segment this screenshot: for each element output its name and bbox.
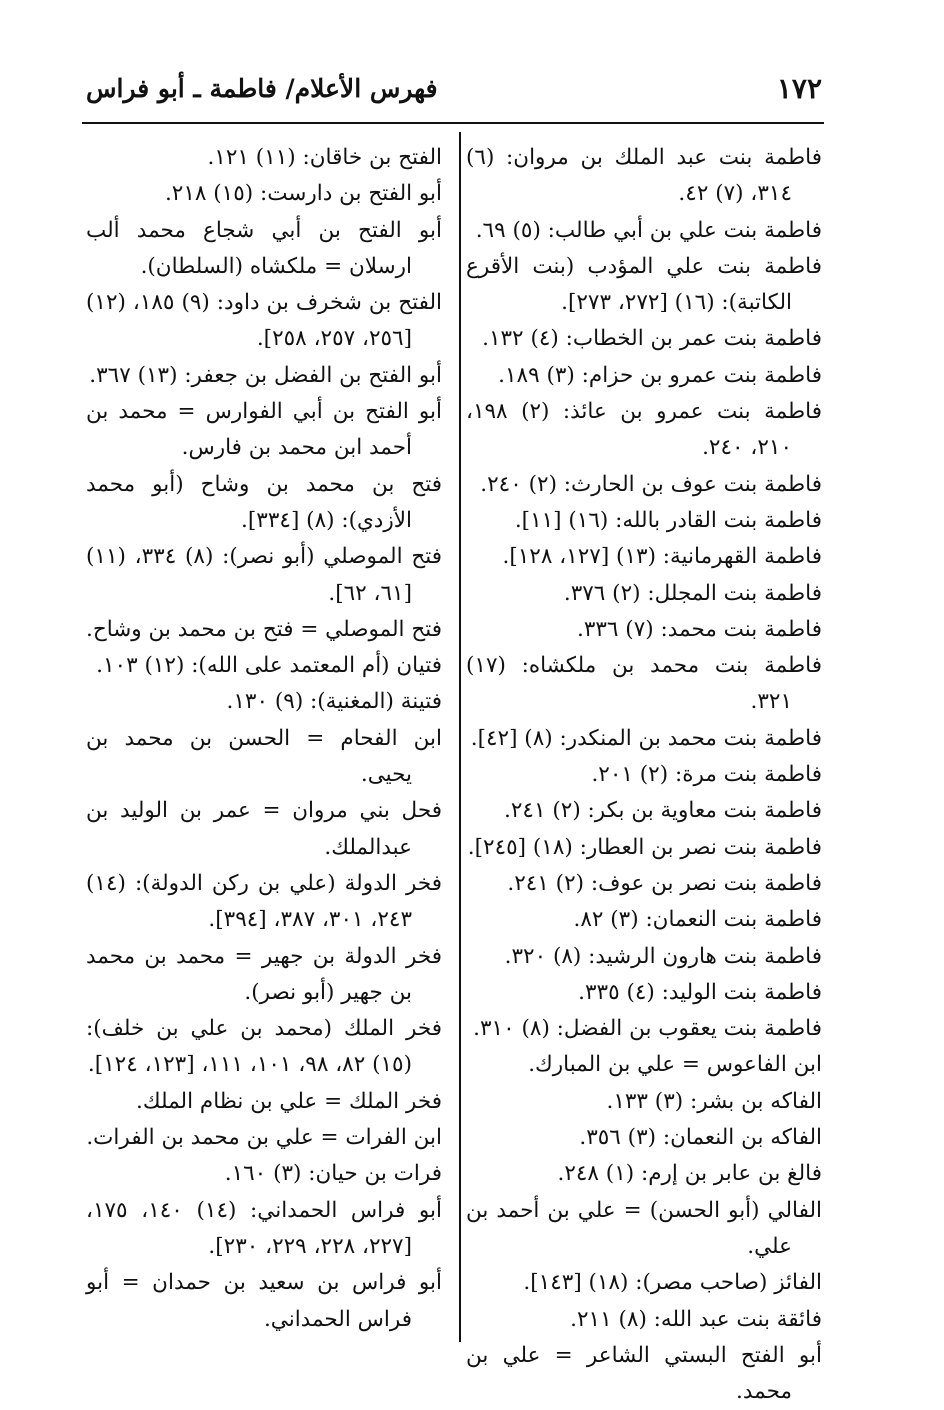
index-entry: الفائز (صاحب مصر): (١٨) [١٤٣].: [523, 1270, 822, 1296]
index-entry: فاطمة بنت محمد بن ملكشاه: (١٧) ٣٢١.: [466, 653, 822, 715]
index-entry: أبو الفتح بن أبي شجاع محمد ألب ارسلان = ملكشاه (السلطان).: [86, 217, 442, 279]
header-rule: [82, 122, 824, 124]
index-entry: فاطمة بنت عمر بن الخطاب: (٤) ١٣٢.: [482, 326, 822, 352]
index-entry: فخر الملك (محمد بن علي بن خلف): (١٥) ٨٢، ٩٨، ١٠١، ١١١، [١٢٣، ١٢٤].: [86, 1016, 442, 1078]
index-entry: أبو فراس الحمداني: (١٤) ١٤٠، ١٧٥، [٢٢٧، ٢٢٨، ٢٢٩، ٢٣٠].: [86, 1197, 442, 1259]
index-entry: فخر الدولة (علي بن ركن الدولة): (١٤) ٢٤٣، ٣٠١، ٣٨٧، [٣٩٤].: [86, 870, 442, 933]
index-entry: فخر الملك = علي بن نظام الملك.: [136, 1088, 442, 1114]
index-entry: أبو الفتح بن دارست: (١٥) ٢١٨.: [164, 181, 442, 207]
index-entry: فاطمة بنت علي المؤدب (بنت الأقرع الكاتبة): (١٦) [٢٧٢، ٢٧٣].: [466, 253, 822, 316]
index-entry: فاطمة بنت هارون الرشيد: (٨) ٣٢٠.: [504, 943, 822, 969]
index-entry: أبو الفتح بن الفضل بن جعفر: (١٣) ٣٦٧.: [89, 362, 442, 388]
index-entry: ابن الفاعوس = علي بن المبارك.: [528, 1052, 822, 1078]
index-entry: الفتح بن شخرف بن داود: (٩) ١٨٥، (١٢) [٢٥٦، ٢٥٧، ٢٥٨].: [86, 290, 442, 352]
index-entry: فتح الموصلي (أبو نصر): (٨) ٣٣٤، (١١) [٦١، ٦٢].: [86, 544, 442, 606]
index-entry: فاطمة بنت القادر بالله: (١٦) [١١].: [514, 507, 822, 533]
index-entry: فاطمة بنت محمد: (٧) ٣٣٦.: [576, 616, 822, 642]
page-number: ١٧٢: [776, 72, 822, 105]
index-entry: فاطمة بنت علي بن أبي طالب: (٥) ٦٩.: [475, 217, 822, 243]
left-column: [86, 140, 442, 1338]
index-entry: فتح بن محمد بن وشاح (أبو محمد الأزدي): (٨) [٣٣٤].: [86, 471, 442, 533]
index-entry: فاطمة بنت الوليد: (٤) ٣٣٥.: [578, 979, 822, 1005]
index-entry: ابن الفرات = علي بن محمد بن الفرات.: [86, 1125, 442, 1151]
index-entry: فاطمة بنت معاوية بن بكر: (٢) ٢٤١.: [504, 798, 822, 824]
index-entry: فائقة بنت عبد الله: (٨) ٢١١.: [570, 1306, 822, 1332]
index-entry: الفاكه بن بشر: (٣) ١٣٣.: [606, 1088, 822, 1114]
index-entry: فاطمة بنت المجلل: (٢) ٣٧٦.: [563, 580, 822, 606]
index-entry: فحل بني مروان = عمر بن الوليد بن عبدالملك.: [86, 798, 442, 860]
index-entry: الفاكه بن النعمان: (٣) ٣٥٦.: [579, 1125, 822, 1151]
index-entry: فاطمة القهرمانية: (١٣) [١٢٧، ١٢٨].: [502, 544, 822, 570]
running-title: فهرس الأعلام/ فاطمة ـ أبو فراس: [86, 74, 438, 103]
index-entry: فاطمة بنت عمرو بن عائذ: (٢) ١٩٨، ٢١٠، ٢٤٠.: [466, 399, 822, 461]
index-entry: فاطمة بنت مرة: (٢) ٢٠١.: [591, 762, 822, 788]
index-entry: فالغ بن عابر بن إرم: (١) ٢٤٨.: [557, 1161, 822, 1187]
index-entry: فاطمة بنت نصر بن العطار: (١٨) [٢٤٥].: [467, 834, 822, 860]
index-entry: أبو الفتح بن أبي الفوارس = محمد بن أحمد ابن محمد بن فارس.: [86, 399, 442, 461]
column-divider: [459, 132, 461, 1342]
index-entry: فتيان (أم المعتمد على الله): (١٢) ١٠٣.: [96, 653, 442, 679]
index-entry: فتح الموصلي = فتح بن محمد بن وشاح.: [86, 616, 442, 642]
right-column: [466, 140, 822, 1410]
index-entry: فاطمة بنت نصر بن عوف: (٢) ٢٤١.: [507, 870, 822, 896]
index-entry: فاطمة بنت عوف بن الحارث: (٢) ٢٤٠.: [480, 471, 822, 497]
index-entry: الفتح بن خاقان: (١١) ١٢١.: [207, 145, 442, 170]
index-entry: فتينة (المغنية): (٩) ١٣٠.: [226, 689, 442, 715]
index-entry: فاطمة بنت محمد بن المنكدر: (٨) [٤٢].: [470, 725, 822, 751]
index-entry: فاطمة بنت النعمان: (٣) ٨٢.: [573, 907, 822, 933]
index-entry: فاطمة بنت يعقوب بن الفضل: (٨) ٣١٠.: [473, 1016, 822, 1042]
index-entry: فاطمة بنت عبد الملك بن مروان: (٦) ٣١٤، (٧) ٤٢.: [466, 145, 822, 207]
index-entry: فخر الدولة بن جهير = محمد بن محمد بن جهير (أبو نصر).: [86, 943, 442, 1005]
page-header: [82, 72, 824, 118]
index-entry: فرات بن حيان: (٣) ١٦٠.: [224, 1161, 442, 1187]
index-entry: أبو فراس بن سعيد بن حمدان = أبو فراس الحمداني.: [86, 1270, 442, 1332]
index-entry: الفالي (أبو الحسن) = علي بن أحمد بن علي.: [466, 1197, 822, 1259]
index-entry: أبو الفتح البستي الشاعر = علي بن محمد.: [466, 1342, 822, 1405]
index-entry: ابن الفحام = الحسن بن محمد بن يحيى.: [86, 725, 442, 788]
index-entry: فاطمة بنت عمرو بن حزام: (٣) ١٨٩.: [498, 362, 822, 388]
